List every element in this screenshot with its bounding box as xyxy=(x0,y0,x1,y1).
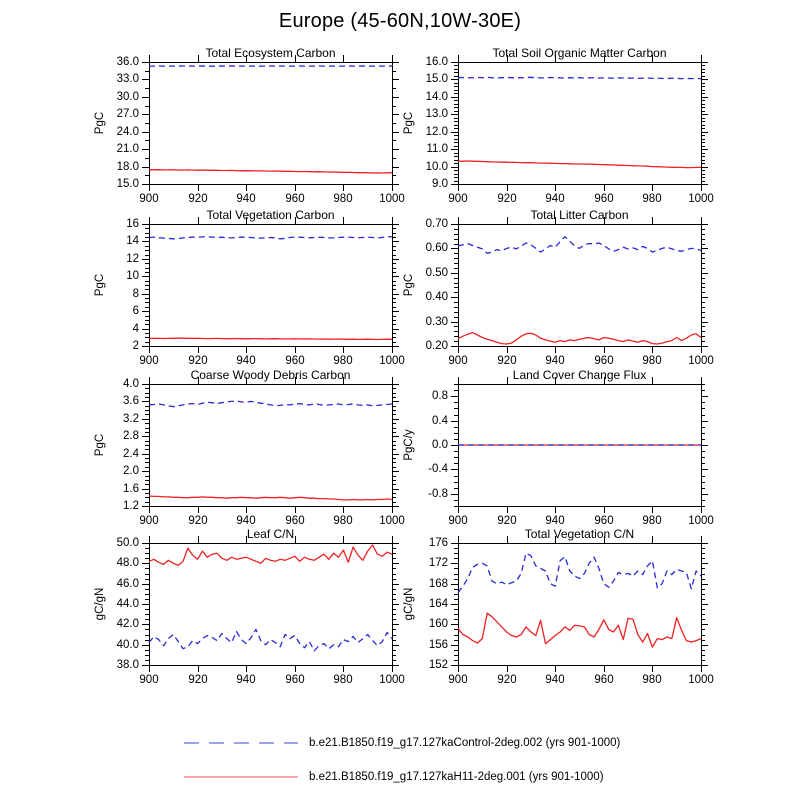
x-tick-label: 980 xyxy=(642,515,662,527)
y-tick-label: 6 xyxy=(132,305,139,317)
y-tick-label: 16.0 xyxy=(425,56,448,68)
x-tick-label: 980 xyxy=(333,674,353,686)
x-tick-label: 920 xyxy=(188,355,208,367)
y-tick-label: 16 xyxy=(126,218,139,230)
y-tick-label: 8 xyxy=(132,288,139,300)
legend-label-control: b.e21.B1850.f19_g17.127kaControl-2deg.002 (yrs 901-1000) xyxy=(309,737,621,749)
subplot-title: Total Soil Organic Matter Carbon xyxy=(492,46,667,60)
x-tick-label: 940 xyxy=(545,515,565,527)
y-tick-label: -0.8 xyxy=(428,488,448,500)
y-tick-label: 0.50 xyxy=(425,267,448,279)
y-tick-label: 152 xyxy=(428,659,448,671)
series-line-h11 xyxy=(149,545,392,565)
series-line-control xyxy=(458,237,701,254)
x-tick-label: 920 xyxy=(497,674,517,686)
y-tick-label: 2.0 xyxy=(123,465,139,477)
y-tick-label: -0.4 xyxy=(428,463,448,475)
plot-frame xyxy=(150,544,393,666)
y-tick-label: 9.0 xyxy=(432,178,448,190)
x-tick-label: 920 xyxy=(497,515,517,527)
y-tick-label: 36.0 xyxy=(116,56,139,68)
y-tick-label: 0.70 xyxy=(425,218,448,230)
y-tick-label: 21.0 xyxy=(116,143,139,155)
y-tick-label: 44.0 xyxy=(116,598,139,610)
legend-label-h11: b.e21.B1850.f19_g17.127kaH11-2deg.001 (yrs 901-1000) xyxy=(309,771,604,783)
x-tick-label: 960 xyxy=(285,515,305,527)
plot-frame xyxy=(150,385,393,507)
x-tick-label: 900 xyxy=(448,355,468,367)
y-axis-label: PgC xyxy=(403,273,415,297)
y-tick-label: 12 xyxy=(126,253,139,265)
axis-ticks xyxy=(451,55,708,191)
y-tick-label: 4 xyxy=(132,323,139,335)
dashed-line-icon xyxy=(183,735,299,751)
x-tick-label: 900 xyxy=(448,674,468,686)
y-tick-label: 12.0 xyxy=(425,126,448,138)
x-tick-label: 920 xyxy=(497,193,517,205)
y-tick-label: 172 xyxy=(428,557,448,569)
x-tick-label: 1000 xyxy=(688,674,714,686)
series-line-h11 xyxy=(458,161,701,168)
y-tick-label: 2.8 xyxy=(123,430,139,442)
y-axis-label: PgC/y xyxy=(403,429,415,461)
solid-line-icon xyxy=(183,769,299,785)
subplot-title: Total Ecosystem Carbon xyxy=(205,46,336,60)
y-tick-label: 1.2 xyxy=(123,500,139,512)
x-tick-label: 1000 xyxy=(379,355,405,367)
x-tick-label: 900 xyxy=(448,515,468,527)
x-tick-label: 980 xyxy=(642,674,662,686)
x-tick-label: 1000 xyxy=(688,515,714,527)
series-line-h11 xyxy=(149,496,392,500)
series-line-h11 xyxy=(149,170,392,173)
y-tick-label: 0.8 xyxy=(432,390,448,402)
y-tick-label: 3.2 xyxy=(123,413,139,425)
y-axis-label: gC/gN xyxy=(403,587,415,621)
y-tick-label: 3.6 xyxy=(123,395,139,407)
x-tick-label: 960 xyxy=(285,355,305,367)
y-tick-label: 0.4 xyxy=(432,415,448,427)
y-tick-label: 0.60 xyxy=(425,242,448,254)
series-line-control xyxy=(458,553,701,593)
y-tick-label: 15.0 xyxy=(116,178,139,190)
x-tick-label: 940 xyxy=(236,674,256,686)
y-tick-label: 38.0 xyxy=(116,659,139,671)
y-tick-label: 2 xyxy=(132,340,139,352)
y-tick-label: 0.0 xyxy=(432,439,448,451)
y-tick-label: 14.0 xyxy=(425,91,448,103)
plot-frame xyxy=(459,63,702,185)
x-tick-label: 980 xyxy=(333,355,353,367)
x-tick-label: 1000 xyxy=(379,193,405,205)
series-line-h11 xyxy=(458,613,701,647)
y-tick-label: 11.0 xyxy=(426,143,448,155)
axis-ticks xyxy=(451,217,708,353)
plot-frame xyxy=(150,225,393,347)
y-tick-label: 10 xyxy=(126,270,139,282)
plot-frame xyxy=(459,544,702,666)
axis-ticks xyxy=(142,536,399,672)
x-tick-label: 960 xyxy=(594,515,614,527)
y-tick-label: 27.0 xyxy=(116,108,139,120)
series-line-control xyxy=(149,629,392,650)
y-tick-label: 48.0 xyxy=(116,557,139,569)
x-tick-label: 940 xyxy=(236,355,256,367)
x-tick-label: 1000 xyxy=(379,674,405,686)
x-tick-label: 940 xyxy=(545,674,565,686)
subplot-title: Leaf C/N xyxy=(246,527,295,541)
x-tick-label: 900 xyxy=(139,674,159,686)
y-axis-label: PgC xyxy=(94,433,106,457)
y-tick-label: 160 xyxy=(428,618,448,630)
series-line-h11 xyxy=(458,333,701,344)
y-tick-label: 14 xyxy=(126,235,139,247)
x-tick-label: 900 xyxy=(139,193,159,205)
y-tick-label: 42.0 xyxy=(116,618,139,630)
x-tick-label: 960 xyxy=(594,674,614,686)
x-tick-label: 940 xyxy=(545,193,565,205)
x-tick-label: 920 xyxy=(188,515,208,527)
x-tick-label: 960 xyxy=(285,674,305,686)
series-line-h11 xyxy=(149,338,392,339)
axis-ticks xyxy=(451,536,708,672)
x-tick-label: 980 xyxy=(642,355,662,367)
x-tick-label: 940 xyxy=(236,515,256,527)
x-tick-label: 1000 xyxy=(379,515,405,527)
y-tick-label: 18.0 xyxy=(116,161,139,173)
legend-entry-control xyxy=(183,735,620,751)
subplot-title: Land Cover Change Flux xyxy=(512,368,647,382)
x-tick-label: 920 xyxy=(497,355,517,367)
y-axis-label: PgC xyxy=(403,111,415,135)
x-tick-label: 980 xyxy=(333,193,353,205)
y-tick-label: 0.20 xyxy=(425,340,448,352)
x-tick-label: 940 xyxy=(236,193,256,205)
y-axis-label: gC/gN xyxy=(94,587,106,621)
y-tick-label: 164 xyxy=(428,598,448,610)
x-tick-label: 900 xyxy=(139,515,159,527)
plot-frame xyxy=(459,225,702,347)
legend-entry-h11 xyxy=(183,769,604,785)
page-title: Europe (45-60N,10W-30E) xyxy=(278,10,522,32)
y-tick-label: 176 xyxy=(428,537,448,549)
y-tick-label: 30.0 xyxy=(116,91,139,103)
subplot-title: Total Vegetation Carbon xyxy=(206,208,335,222)
x-tick-label: 920 xyxy=(188,674,208,686)
y-tick-label: 0.30 xyxy=(425,316,448,328)
x-tick-label: 1000 xyxy=(688,355,714,367)
x-tick-label: 960 xyxy=(594,193,614,205)
x-tick-label: 960 xyxy=(594,355,614,367)
y-tick-label: 33.0 xyxy=(116,73,139,85)
y-tick-label: 15.0 xyxy=(425,73,448,85)
series-line-control xyxy=(458,77,701,78)
y-tick-label: 24.0 xyxy=(116,126,139,138)
x-tick-label: 1000 xyxy=(688,193,714,205)
x-tick-label: 920 xyxy=(188,193,208,205)
y-tick-label: 10.0 xyxy=(425,161,448,173)
x-tick-label: 980 xyxy=(642,193,662,205)
series-line-control xyxy=(149,237,392,239)
y-tick-label: 40.0 xyxy=(116,639,139,651)
subplot-title: Total Litter Carbon xyxy=(530,208,629,222)
y-tick-label: 168 xyxy=(428,578,448,590)
subplot-title: Total Vegetation C/N xyxy=(524,527,635,541)
x-tick-label: 900 xyxy=(139,355,159,367)
subplot-title: Coarse Woody Debris Carbon xyxy=(190,368,351,382)
y-tick-label: 2.4 xyxy=(123,448,139,460)
x-tick-label: 960 xyxy=(285,193,305,205)
x-tick-label: 900 xyxy=(448,193,468,205)
y-axis-label: PgC xyxy=(94,111,106,135)
y-axis-label: PgC xyxy=(94,273,106,297)
y-tick-label: 46.0 xyxy=(116,578,139,590)
y-tick-label: 50.0 xyxy=(116,537,139,549)
y-tick-label: 4.0 xyxy=(123,378,139,390)
x-tick-label: 940 xyxy=(545,355,565,367)
plot-frame xyxy=(150,63,393,185)
y-tick-label: 0.40 xyxy=(425,291,448,303)
x-tick-label: 980 xyxy=(333,515,353,527)
y-tick-label: 156 xyxy=(428,639,448,651)
y-tick-label: 13.0 xyxy=(425,108,448,120)
y-tick-label: 1.6 xyxy=(123,483,139,495)
axis-ticks xyxy=(142,377,399,513)
series-line-control xyxy=(149,401,392,407)
